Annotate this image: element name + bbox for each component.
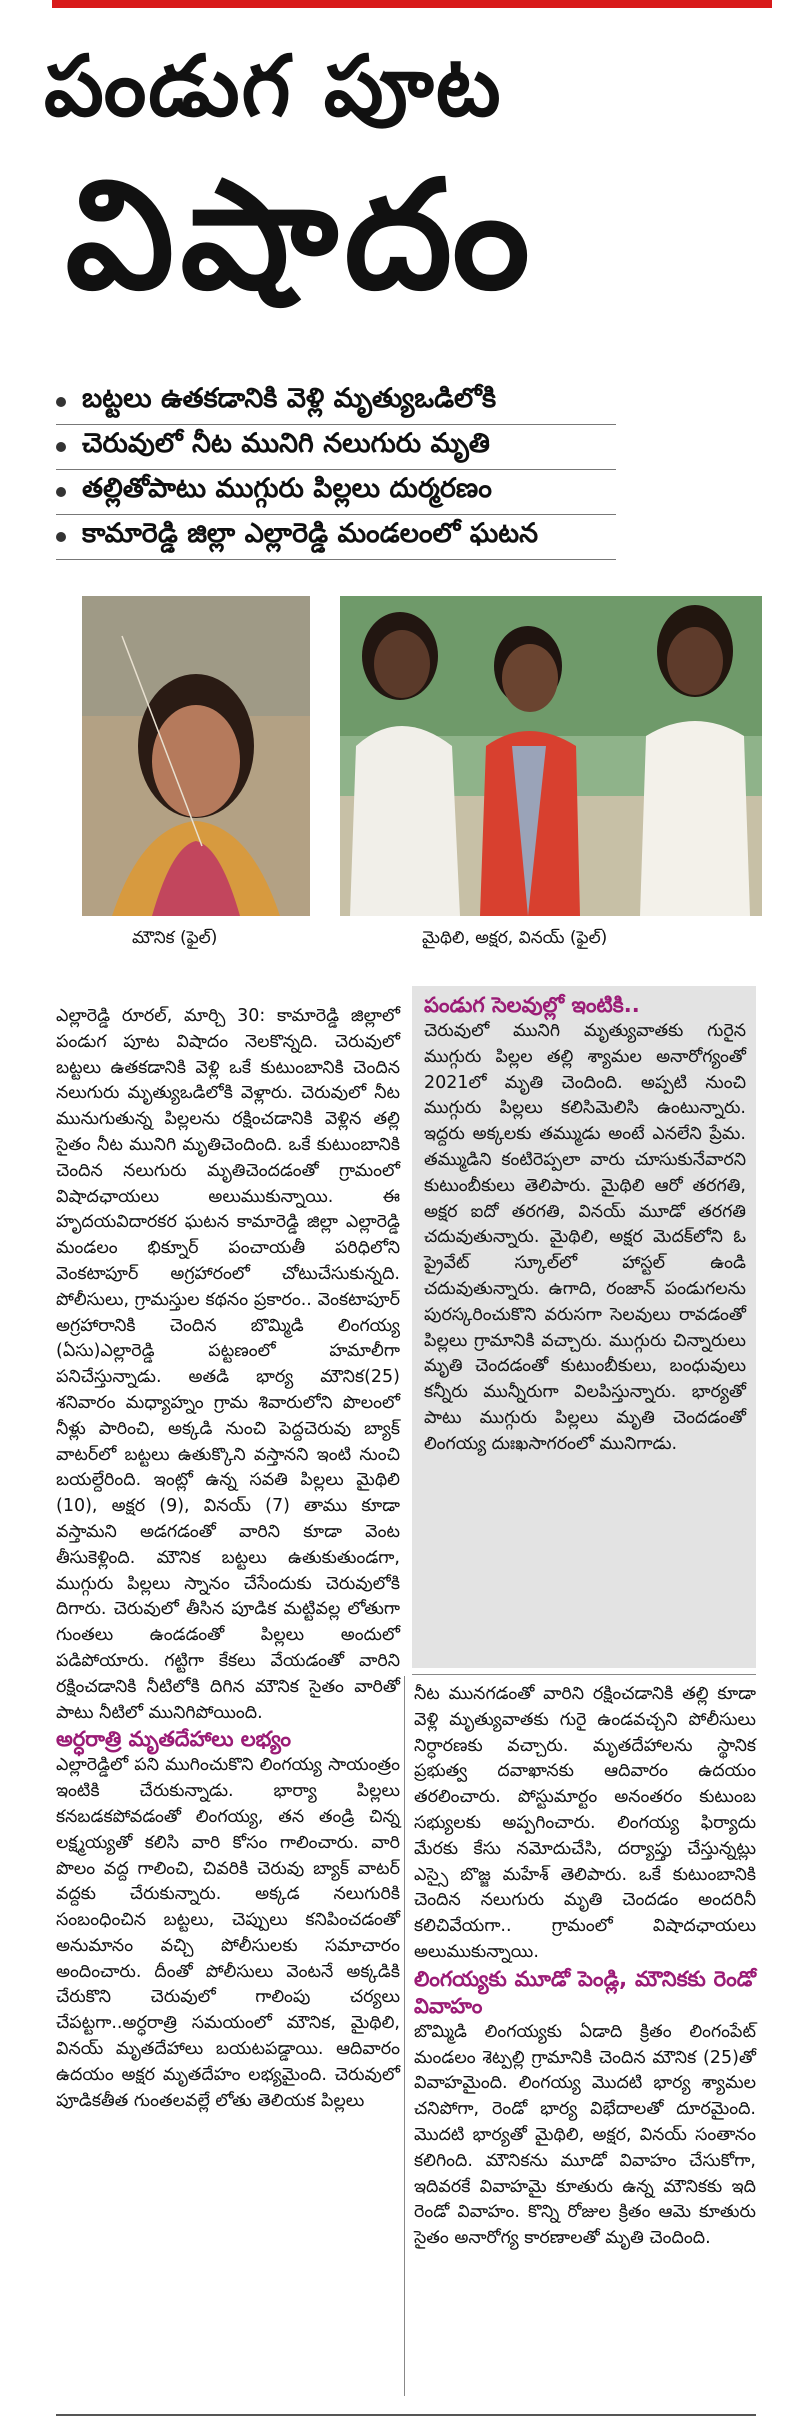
bullet-dot-icon [56,442,66,452]
photo1-caption: మౌనిక (ఫైల్) [132,928,218,948]
children-illustration [340,596,762,916]
bullet-list [56,380,616,560]
column-divider [404,1676,405,2396]
subheading: లింగయ్యకు మూడో పెండ్లి, మౌనికకు రెండో వివాహం [414,1966,756,2018]
headline-line2: విషాదం [65,149,536,323]
bullet-dot-icon [56,532,66,542]
left-column [56,1004,400,2114]
article-paragraph: ఎల్లారెడ్డిలో పని ముగించుకొని లింగయ్య సాయంత్రం ఇంటికి చేరుకున్నాడు. భార్యా పిల్లలు కనబడకపోవడంతో లింగయ్య, తన తండ్రి చిన్న లక్ష్మయ్యతో కలిసి వారి కోసం గాలించారు. వారి పొలం వద్ద గాలించి, చివరికి చెరువు బ్యాక్ వాటర్ వద్దకు చేరుకున్నారు. అక్కడ నలుగురికి సంబంధించిన బట్టలు, చెప్పులు కనిపించడంతో అనుమానం వచ్చి పోలీసులకు సమాచారం అందించారు. దీంతో పోలీసులు వెంటనే అక్కడికి చేరుకొని చెరువులో గాలింపు చర్యలు చేపట్టగా..అర్ధరాత్రి సమయంలో మౌనిక, మైథిలి, వినయ్ మృతదేహాలు బయటపడ్డాయి. ఆదివారం ఉదయం అక్షర మృతదేహం లభ్యమైంది. చెరువులో పూడికతీత గుంతలవల్లే లోతు తెలియక పిల్లలు [56,1755,400,2111]
sidebar-subheading: పండుగ సెలవుల్లో ఇంటికి.. [424,993,640,1017]
photo-children [340,596,762,916]
article-paragraph: ఎల్లారెడ్డి రూరల్, మార్చి 30: కామారెడ్డి జిల్లాలో పండుగ పూట విషాదం నెలకొన్నది. చెరువులో బట్టలు ఉతకడానికి వెళ్లి ఒకే కుటుంబానికి చెందిన నలుగురు మృత్యుఒడిలోకి వెళ్లారు. చెరువులో నీట మునుగుతున్న పిల్లలను రక్షించడానికి వెళ్లిన తల్లి సైతం నీట మునిగి మృతిచెందింది. ఒకే కుటుంబానికి చెందిన నలుగురు మృతిచెందడంతో గ్రామంలో విషాదఛాయలు అలుముకున్నాయి. ఈ హృదయవిదారకర ఘటన కామారెడ్డి జిల్లా ఎల్లారెడ్డి మండలం భిక్నూర్ పంచాయతీ పరిధిలోని వెంకటాపూర్ అగ్రహారంలో చోటుచేసుకున్నది. పోలీసులు, గ్రామస్తుల కథనం ప్రకారం.. వెంకటాపూర్ అగ్రహారానికి చెందిన బొమ్మిడి లింగయ్య (ఏసు)ఎల్లారెడ్డి పట్టణంలో హమాలీగా పనిచేస్తున్నాడు. అతడి భార్య మౌనిక(25) శనివారం మధ్యాహ్నం గ్రామ శివారులోని పొలంలో నీళ్లు పారించి, అక్కడి నుంచి పెద్దచెరువు బ్యాక్ వాటర్‌లో బట్టలు ఉతుక్కొని వస్తానని ఇంటి నుంచి బయల్దేరింది. ఇంట్లో ఉన్న సవతి పిల్లలు మైథిలి (10), అక్షర (9), వినయ్ (7) తాము కూడా వస్తామని అడగడంతో వారిని కూడా వెంట తీసుకెళ్లింది. మౌనిక బట్టలు ఉతుకుతుండగా, ముగ్గురు పిల్లలు స్నానం చేసేందుకు చెరువులోకి దిగారు. చెరువులో తీసిన పూడిక మట్టివల్ల లోతుగా గుంతలు ఉండడంతో పిల్లలు అందులో పడిపోయారు. గట్టిగా కేకలు వేయడంతో వారిని రక్షించడానికి నీటిలోకి దిగిన మౌనిక సైతం వారితో పాటు నీటిలో మునిగిపోయింది. [56,1006,400,1723]
headline-line1: పండుగ పూట [44,37,503,135]
article-paragraph: నీట మునగడంతో వారిని రక్షించడానికి తల్లి కూడా వెళ్లి మృత్యువాతకు గురై ఉండవచ్చని పోలీసులు నిర్ధారణకు వచ్చారు. మృతదేహాలను స్థానిక ప్రభుత్వ దవాఖానకు ఆదివారం ఉదయం తరలించారు. పోస్టుమార్టం అనంతరం కుటుంబ సభ్యులకు అప్పగించారు. లింగయ్య ఫిర్యాదు మేరకు కేసు నమోదుచేసి, దర్యాప్తు చేస్తున్నట్లు ఎస్సై బొజ్జ మహేశ్ తెలిపారు. ఒకే కుటుంబానికి చెందిన నలుగురు మృతి చెందడం అందరినీ కలిచివేయగా.. గ్రామంలో విషాదఛాయలు అలుముకున్నాయి. [414,1684,756,1962]
bottom-rule [56,2414,756,2416]
sidebar-paragraph: చెరువులో మునిగి మృత్యువాతకు గురైన ముగ్గురు పిల్లల తల్లి శ్యామల అనారోగ్యంతో 2021లో మృతి చెందింది. అప్పటి నుంచి ముగ్గురు పిల్లలు కలిసిమెలిసి ఉంటున్నారు. ఇద్దరు అక్కలకు తమ్ముడు అంటే ఎనలేని ప్రేమ. తమ్ముడిని కంటిరెప్పలా వారు చూసుకునేవారని కుటుంబీకులు తెలిపారు. మైథిలి ఆరో తరగతి, అక్షర ఐదో తరగతి, వినయ్ మూడో తరగతి చదువుతున్నారు. మైథిలి, అక్షర మెదక్‌లోని ఓ ప్రైవేట్ స్కూల్‌లో హాస్టల్ ఉండి చదువుతున్నారు. ఉగాది, రంజాన్ పండుగలను పురస్కరించుకొని వరుసగా సెలవులు రావడంతో పిల్లలు గ్రామానికి వచ్చారు. ముగ్గురు చిన్నారులు మృతి చెందడంతో కుటుంబీకులు, బంధువులు కన్నీరు మున్నీరుగా విలపిస్తున్నారు. భార్యతో పాటు ముగ్గురు పిల్లలు మృతి చెందడంతో లింగయ్య దుఃఖసాగరంలో మునిగాడు. [424,1021,746,1454]
article-paragraph: బొమ్మిడి లింగయ్యకు ఏడాది క్రితం లింగంపేట్ మండలం శెట్పల్లి గ్రామానికి చెందిన మౌనిక (25)తో వివాహమైంది. లింగయ్య మొదటి భార్య శ్యామల చనిపోగా, రెండో భార్య విభేదాలతో దూరమైంది. మొదటి భార్యతో మైథిలి, అక్షర, వినయ్ సంతానం కలిగింది. మౌనికను మూడో వివాహం చేసుకోగా, ఇదివరకే వివాహమై కూతురు ఉన్న మౌనికకు ఇది రెండో వివాహం. కొన్ని రోజుల క్రితం ఆమె కూతురు సైతం అనారోగ్య కారణాలతో మృతి చెందింది. [414,2021,756,2249]
bullet-dot-icon [56,487,66,497]
bullet-dot-icon [56,397,66,407]
portrait-illustration [82,596,310,916]
subheading: అర్ధరాత్రి మృతదేహాలు లభ్యం [56,1727,291,1752]
photo2-caption: మైథిలి, అక్షర, వినయ్ (ఫైల్) [422,928,608,948]
bullet-item: కామారెడ్డి జిల్లా ఎల్లారెడ్డి మండలంలో ఘటన [56,515,616,560]
bullet-item: చెరువులో నీట మునిగి నలుగురు మృతి [56,425,616,470]
top-rule [52,0,772,8]
section-divider [412,1674,756,1675]
right-column [414,1682,756,2252]
photo-mounika [82,596,310,916]
bullet-item: తల్లితోపాటు ముగ్గురు పిల్లలు దుర్మరణం [56,470,616,515]
bullet-item: బట్టలు ఉతకడానికి వెళ్లి మృత్యుఒడిలోకి [56,380,616,425]
sidebar-box-text [424,992,746,1458]
